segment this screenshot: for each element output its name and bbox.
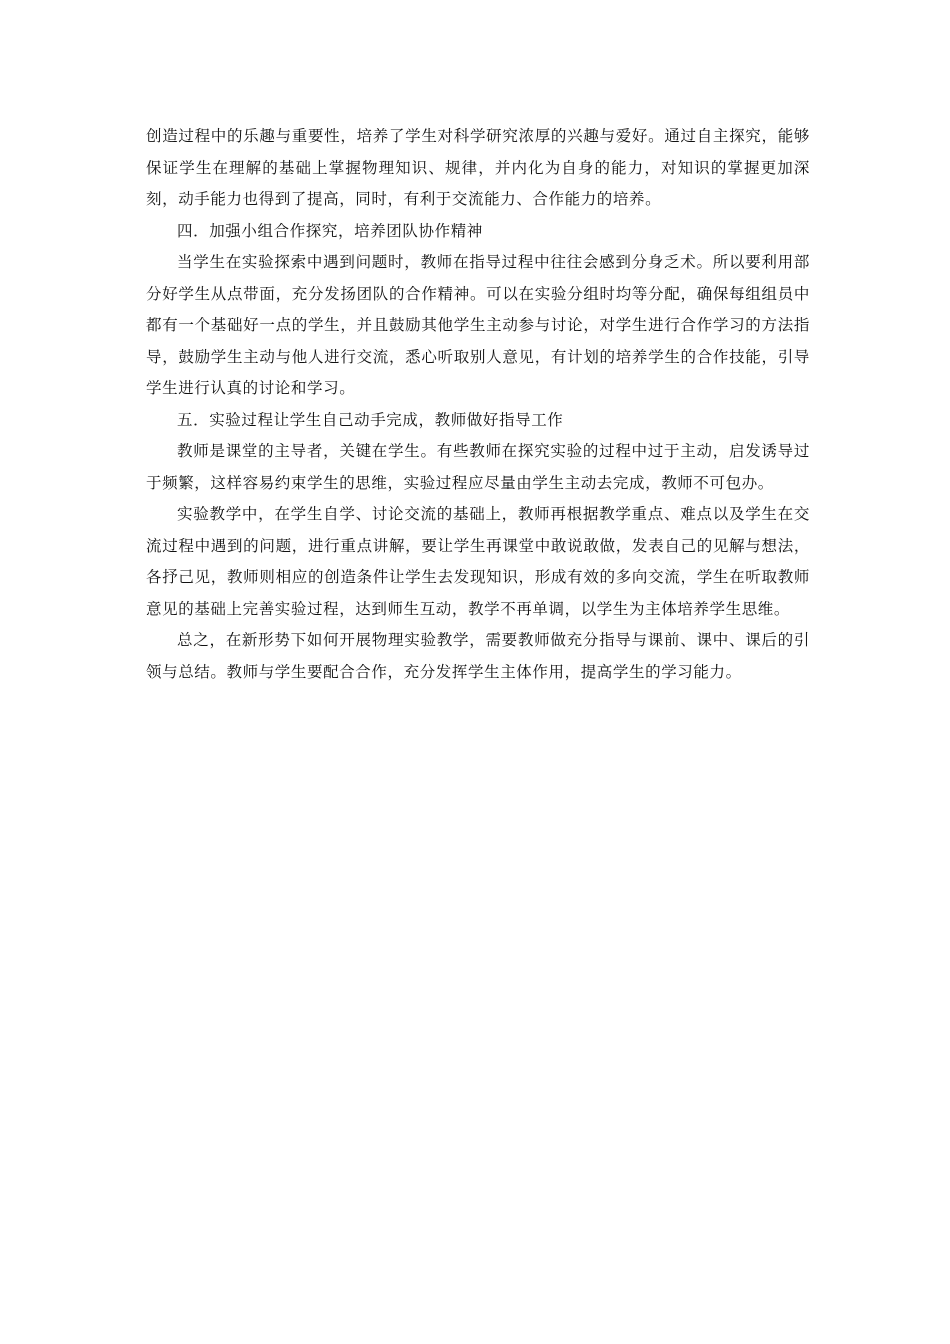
paragraph-conclusion: 总之，在新形势下如何开展物理实验教学，需要教师做充分指导与课前、课中、课后的引领与总结。教师与学生要配合合作，充分发挥学生主体作用，提高学生的学习能力。 bbox=[146, 631, 810, 681]
section-heading-5: 五．实验过程让学生自己动手完成，教师做好指导工作 bbox=[177, 410, 564, 429]
paragraph-continuation: 创造过程中的乐趣与重要性，培养了学生对科学研究浓厚的兴趣与爱好。通过自主探究，能够保证学生在理解的基础上掌握物理知识、规律，并内化为自身的能力，对知识的掌握更加深刻，动手能力也得到了提高，同时，有利于交流能力、合作能力的培养。 bbox=[146, 127, 810, 208]
paragraph-experiment-teaching: 实验教学中，在学生自学、讨论交流的基础上，教师再根据教学重点、难点以及学生在交流过程中遇到的问题，进行重点讲解，要让学生再课堂中敢说敢做，发表自己的见解与想法，各抒己见，教师则相应的创造条件让学生去发现知识，形成有效的多向交流，学生在听取教师意见的基础上完善实验过程，达到师生互动，教学不再单调，以学生为主体培养学生思维。 bbox=[146, 505, 810, 618]
paragraph-group-cooperation: 当学生在实验探索中遇到问题时，教师在指导过程中往往会感到分身乏术。所以要利用部分好学生从点带面，充分发扬团队的合作精神。可以在实验分组时均等分配，确保每组组员中都有一个基础好一点的学生，并且鼓励其他学生主动参与讨论，对学生进行合作学习的方法指导，鼓励学生主动与他人进行交流，悉心听取别人意见，有计划的培养学生的合作技能，引导学生进行认真的讨论和学习。 bbox=[146, 253, 810, 397]
paragraph-teacher-role: 教师是课堂的主导者，关键在学生。有些教师在探究实验的过程中过于主动，启发诱导过于频繁，这样容易约束学生的思维，实验过程应尽量由学生主动去完成，教师不可包办。 bbox=[146, 442, 810, 492]
section-heading-4: 四．加强小组合作探究，培养团队协作精神 bbox=[177, 221, 483, 240]
document-body bbox=[146, 121, 810, 688]
